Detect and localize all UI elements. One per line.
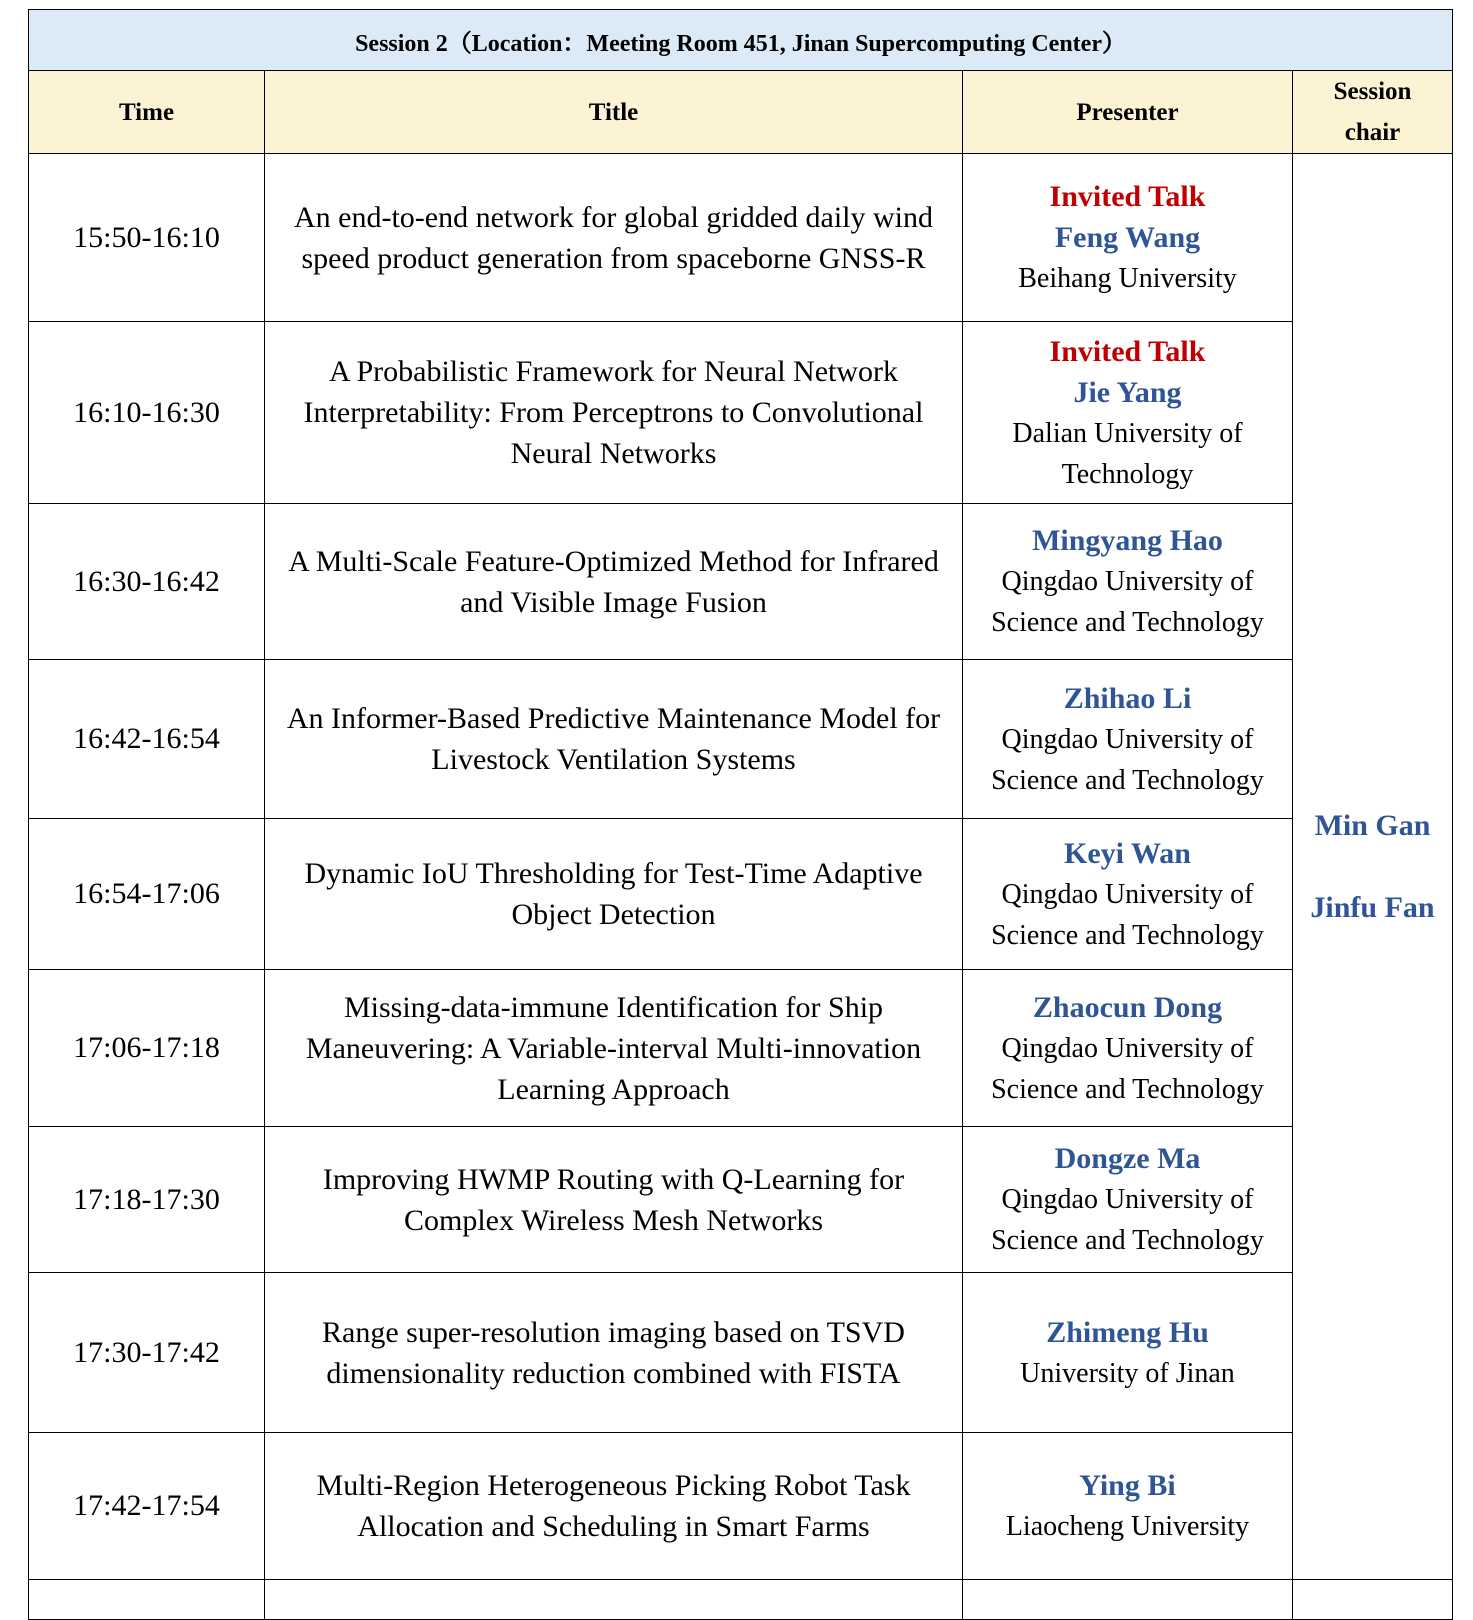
- table-row: [29, 1433, 1453, 1580]
- chair-spacer: [1303, 846, 1442, 887]
- presenter-cell: [963, 1580, 1293, 1620]
- presenter-affiliation: Qingdao University of Science and Technology: [991, 723, 1264, 796]
- presenter-column-header: Presenter: [963, 71, 1293, 154]
- table-row: [29, 1273, 1453, 1433]
- presenter-affiliation: Dalian University of Technology: [1012, 417, 1243, 490]
- presenter-name: Mingyang Hao: [1032, 524, 1223, 557]
- session-title: Session 2（Location：Meeting Room 451, Jinan Supercomputing Center）: [29, 10, 1453, 71]
- title-cell: [265, 1580, 963, 1620]
- presenter-cell: [963, 660, 1293, 819]
- presenter-cell: [963, 819, 1293, 970]
- presenter-name: Zhaocun Dong: [1032, 990, 1223, 1024]
- invited-talk-label: Invited Talk: [1049, 180, 1206, 213]
- table-row: [29, 154, 1453, 322]
- presenter-name: Jie Yang: [1073, 375, 1182, 409]
- presenter-cell: [963, 1433, 1293, 1580]
- presenter-name: Feng Wang: [1054, 221, 1201, 254]
- time-cell: 17:06-17:18: [29, 970, 265, 1127]
- time-cell: 16:42-16:54: [29, 660, 265, 819]
- session-header-row: [29, 10, 1453, 71]
- presenter-cell: [963, 1273, 1293, 1433]
- title-cell: Missing-data-immune Identification for Ship Maneuvering: A Variable-interval Multi-innovation Learning Approach: [265, 970, 963, 1127]
- title-cell: Dynamic IoU Thresholding for Test-Time Adaptive Object Detection: [265, 819, 963, 970]
- time-cell: 17:30-17:42: [29, 1273, 265, 1433]
- column-header-row: [29, 71, 1453, 154]
- presenter-name: Keyi Wan: [1064, 836, 1191, 870]
- presenter-cell: [963, 1127, 1293, 1273]
- presenter-name: Dongze Ma: [1054, 1142, 1201, 1175]
- presenter-cell: [963, 322, 1293, 504]
- time-cell: [29, 1580, 265, 1620]
- title-cell: A Multi-Scale Feature-Optimized Method for Infrared and Visible Image Fusion: [265, 504, 963, 660]
- presenter-cell: [963, 154, 1293, 322]
- presenter-cell: [963, 504, 1293, 660]
- session-chair-name: Jinfu Fan: [1310, 891, 1435, 924]
- table-row: [29, 322, 1453, 504]
- title-cell: Improving HWMP Routing with Q-Learning for Complex Wireless Mesh Networks: [265, 1127, 963, 1273]
- invited-talk-label: Invited Talk: [1049, 334, 1206, 368]
- time-cell: 16:30-16:42: [29, 504, 265, 660]
- presenter-affiliation: University of Jinan: [1020, 1357, 1235, 1389]
- presenter-affiliation: Qingdao University of Science and Technology: [991, 566, 1264, 638]
- title-cell: An end-to-end network for global gridded daily wind speed product generation from spaceborne GNSS-R: [265, 154, 963, 322]
- time-cell: 16:54-17:06: [29, 819, 265, 970]
- table-row: [29, 1127, 1453, 1273]
- table-row: [29, 970, 1453, 1127]
- time-cell: 17:18-17:30: [29, 1127, 265, 1273]
- time-cell: 16:10-16:30: [29, 322, 265, 504]
- table-row: [29, 504, 1453, 660]
- session-schedule-table: [28, 9, 1453, 1620]
- time-cell: 15:50-16:10: [29, 154, 265, 322]
- title-column-header: Title: [265, 71, 963, 154]
- title-cell: Multi-Region Heterogeneous Picking Robot Task Allocation and Scheduling in Smart Farms: [265, 1433, 963, 1580]
- session-chair-column-header: Session chair: [1293, 71, 1453, 154]
- table-row-partial: [29, 1580, 1453, 1620]
- title-cell: An Informer-Based Predictive Maintenance Model for Livestock Ventilation Systems: [265, 660, 963, 819]
- presenter-name: Zhihao Li: [1063, 681, 1192, 715]
- presenter-affiliation: Qingdao University of Science and Technology: [991, 1032, 1264, 1105]
- time-cell: 17:42-17:54: [29, 1433, 265, 1580]
- session-chair-cell: [1293, 154, 1453, 1580]
- presenter-affiliation: Liaocheng University: [1005, 1511, 1250, 1542]
- presenter-cell: [963, 970, 1293, 1127]
- presenter-name: Zhimeng Hu: [1046, 1315, 1209, 1349]
- presenter-affiliation: Qingdao University of Science and Technology: [991, 878, 1264, 951]
- table-row: [29, 660, 1453, 819]
- presenter-name: Ying Bi: [1079, 1469, 1176, 1502]
- presenter-affiliation: Qingdao University of Science and Technology: [991, 1184, 1264, 1256]
- title-cell: Range super-resolution imaging based on TSVD dimensionality reduction combined with FISTA: [265, 1273, 963, 1433]
- title-cell: A Probabilistic Framework for Neural Network Interpretability: From Perceptrons to Convolutional Neural Networks: [265, 322, 963, 504]
- table-row: [29, 819, 1453, 970]
- presenter-affiliation: Beihang University: [1018, 263, 1237, 294]
- time-column-header: Time: [29, 71, 265, 154]
- session-chair-cell: [1293, 1580, 1453, 1620]
- session-chair-name: Min Gan: [1314, 809, 1431, 842]
